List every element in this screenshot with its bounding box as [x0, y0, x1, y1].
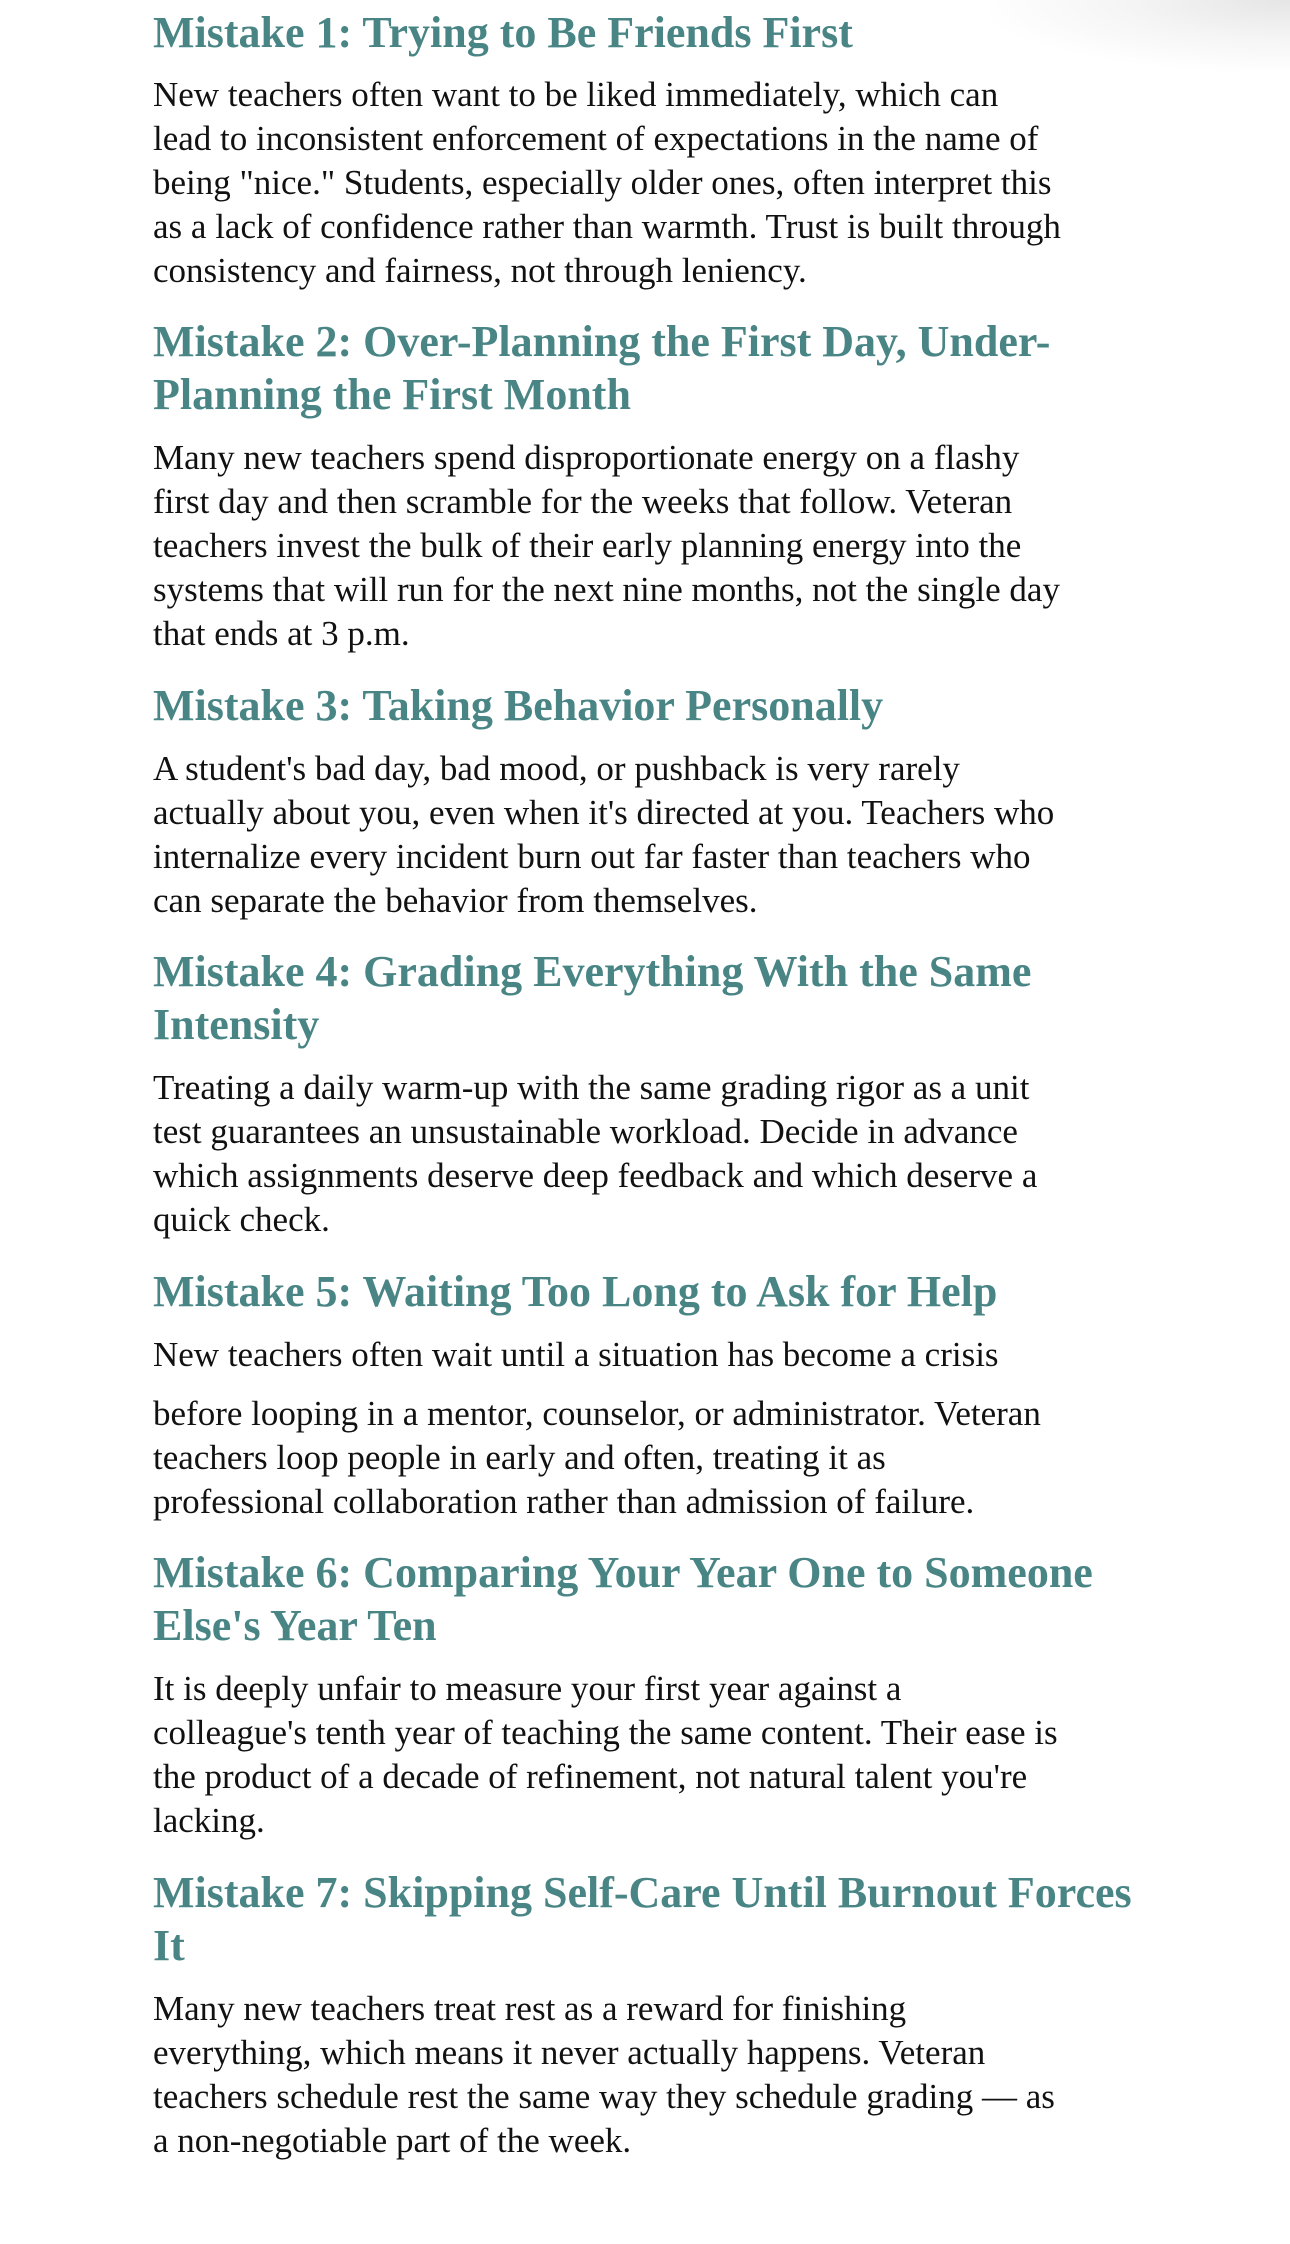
paragraph-line: systems that will run for the next nine months, not the single day — [153, 570, 1060, 609]
section-heading: Mistake 2: Over-Planning the First Day, Under-Planning the First Month — [153, 317, 1051, 419]
article-body — [153, 0, 1153, 2163]
paragraph-line: Many new teachers treat rest as a reward for finishing — [153, 1989, 907, 2028]
section-paragraph — [153, 1333, 1153, 1524]
mistake-section-5 — [153, 1265, 1153, 1524]
section-heading: Mistake 7: Skipping Self-Care Until Burnout Forces It — [153, 1868, 1132, 1970]
paragraph-line: before looping in a mentor, counselor, or administrator. Veteran — [153, 1394, 1041, 1433]
section-heading: Mistake 4: Grading Everything With the Same Intensity — [153, 947, 1032, 1049]
paragraph-line: Many new teachers spend disproportionate energy on a flashy — [153, 438, 1020, 477]
paragraph-line: which assignments deserve deep feedback and which deserve a — [153, 1156, 1038, 1195]
paragraph-line: consistency and fairness, not through leniency. — [153, 251, 807, 290]
paragraph-line: as a lack of confidence rather than warmth. Trust is built through — [153, 207, 1061, 246]
mistake-section-4 — [153, 945, 1153, 1242]
mistake-section-6 — [153, 1546, 1153, 1843]
paragraph-line: lead to inconsistent enforcement of expectations in the name of — [153, 119, 1039, 158]
section-paragraph — [153, 1667, 1153, 1843]
paragraph-line: everything, which means it never actually happens. Veteran — [153, 2033, 986, 2072]
paragraph-line: professional collaboration rather than admission of failure. — [153, 1482, 975, 1521]
section-paragraph — [153, 73, 1153, 293]
paragraph-line: colleague's tenth year of teaching the same content. Their ease is — [153, 1713, 1058, 1752]
paragraph-line: quick check. — [153, 1200, 330, 1239]
paragraph-line: first day and then scramble for the weeks that follow. Veteran — [153, 482, 1013, 521]
mistake-section-2 — [153, 315, 1153, 656]
section-paragraph — [153, 1066, 1153, 1242]
section-heading: Mistake 5: Waiting Too Long to Ask for Help — [153, 1267, 998, 1316]
paragraph-line: internalize every incident burn out far faster than teachers who — [153, 837, 1031, 876]
paragraph-line: A student's bad day, bad mood, or pushback is very rarely — [153, 749, 960, 788]
section-heading: Mistake 3: Taking Behavior Personally — [153, 681, 884, 730]
mistake-section-1 — [153, 6, 1153, 293]
paragraph-line: being "nice." Students, especially older ones, often interpret this — [153, 163, 1052, 202]
paragraph-line: can separate the behavior from themselves. — [153, 881, 758, 920]
paragraph-line: It is deeply unfair to measure your first year against a — [153, 1669, 902, 1708]
paragraph-line: teachers loop people in early and often, treating it as — [153, 1438, 886, 1477]
paragraph-line: New teachers often want to be liked immediately, which can — [153, 75, 999, 114]
paragraph-line: actually about you, even when it's directed at you. Teachers who — [153, 793, 1055, 832]
mistake-section-7 — [153, 1866, 1153, 2163]
paragraph-line: teachers schedule rest the same way they schedule grading — as — [153, 2077, 1055, 2116]
section-paragraph — [153, 747, 1153, 923]
paragraph-line: Treating a daily warm-up with the same grading rigor as a unit — [153, 1068, 1030, 1107]
paragraph-line: the product of a decade of refinement, not natural talent you're — [153, 1757, 1028, 1796]
section-paragraph — [153, 1987, 1153, 2163]
paragraph-line: a non-negotiable part of the week. — [153, 2121, 632, 2160]
mistake-section-3 — [153, 679, 1153, 923]
paragraph-line: teachers invest the bulk of their early planning energy into the — [153, 526, 1022, 565]
section-heading: Mistake 6: Comparing Your Year One to Someone Else's Year Ten — [153, 1548, 1093, 1650]
paragraph-line: lacking. — [153, 1801, 265, 1840]
section-paragraph — [153, 436, 1153, 656]
paragraph-line: that ends at 3 p.m. — [153, 614, 410, 653]
line-gap — [153, 1377, 1153, 1392]
paragraph-line: New teachers often wait until a situation has become a crisis — [153, 1335, 999, 1374]
paragraph-line: test guarantees an unsustainable workload. Decide in advance — [153, 1112, 1018, 1151]
section-heading: Mistake 1: Trying to Be Friends First — [153, 8, 853, 57]
